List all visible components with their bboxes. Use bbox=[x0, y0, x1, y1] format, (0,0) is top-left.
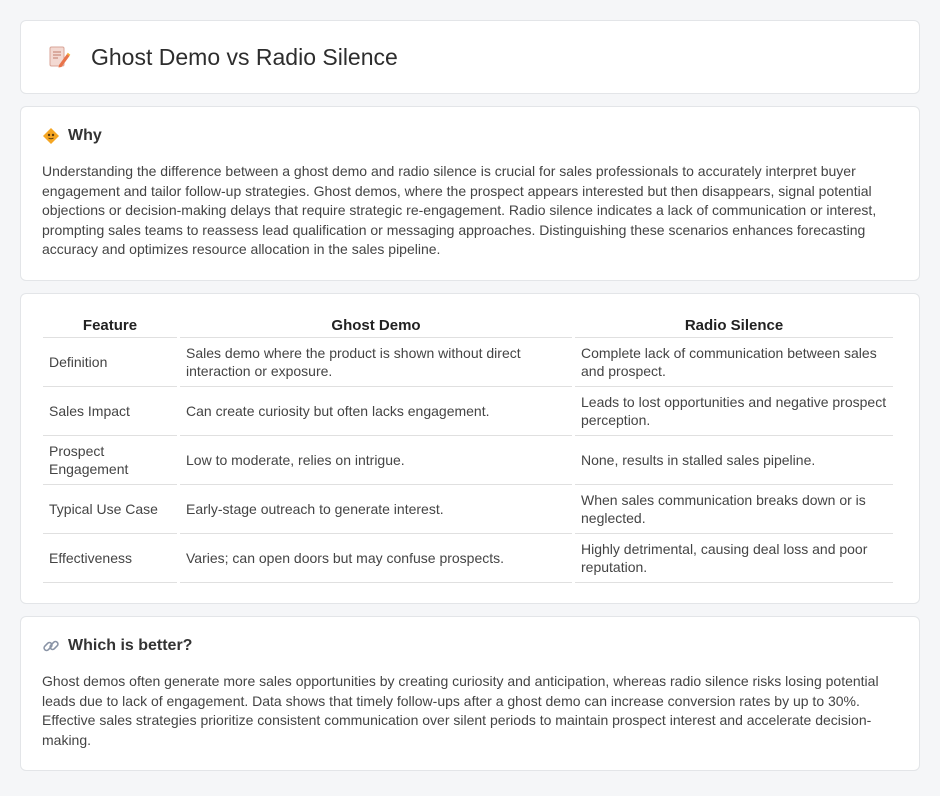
why-text: Understanding the difference between a ghost demo and radio silence is crucial for sales professionals to accurately interpret buyer engagement and tailor follow-up strategies. Ghost demos, where the prospect appears interested but then disappears, signal potential objections or decision-making delays that require strategic re-engagement. Radio silence indicates a lack of communication or interest, prompting sales teams to reassess lead qualification or messaging approaches. Distinguishing these scenarios enhances forecasting accuracy and optimizes resource allocation in the sales pipeline. bbox=[42, 163, 877, 258]
why-title: Why bbox=[68, 127, 102, 144]
row-feature: Prospect Engagement bbox=[43, 436, 177, 485]
row-radio-silence: Highly detrimental, causing deal loss and poor reputation. bbox=[575, 534, 893, 583]
table-header-row bbox=[43, 312, 893, 338]
row-ghost-demo: Low to moderate, relies on intrigue. bbox=[180, 436, 572, 485]
table-row bbox=[43, 338, 893, 387]
row-feature: Effectiveness bbox=[43, 534, 177, 583]
row-feature: Sales Impact bbox=[43, 387, 177, 436]
which-better-title: Which is better? bbox=[68, 636, 193, 654]
row-feature: Definition bbox=[43, 338, 177, 387]
header-feature: Feature bbox=[43, 312, 177, 338]
comparison-table-card bbox=[20, 293, 920, 604]
which-better-section bbox=[20, 616, 920, 771]
which-better-heading bbox=[42, 637, 899, 655]
comparison-table bbox=[40, 312, 896, 583]
row-radio-silence: Leads to lost opportunities and negative prospect perception. bbox=[575, 387, 893, 436]
document-pencil-icon bbox=[47, 45, 71, 69]
row-ghost-demo: Early-stage outreach to generate interest. bbox=[180, 485, 572, 534]
row-ghost-demo: Sales demo where the product is shown without direct interaction or exposure. bbox=[180, 338, 572, 387]
row-radio-silence: Complete lack of communication between sales and prospect. bbox=[575, 338, 893, 387]
row-radio-silence: None, results in stalled sales pipeline. bbox=[575, 436, 893, 485]
header-card bbox=[20, 20, 920, 94]
diamond-warning-icon bbox=[42, 127, 60, 145]
why-heading bbox=[42, 127, 899, 145]
table-row bbox=[43, 387, 893, 436]
table-row bbox=[43, 485, 893, 534]
table-row bbox=[43, 534, 893, 583]
page-title: Ghost Demo vs Radio Silence bbox=[91, 43, 398, 70]
row-feature: Typical Use Case bbox=[43, 485, 177, 534]
which-better-text: Ghost demos often generate more sales opportunities by creating curiosity and anticipation, whereas radio silence risks losing potential leads due to lack of engagement. Data shows that timely follow-ups after a ghost demo can increase conversion rates by up to 30%. Effective sales strategies prioritize consistent communication over silent periods to maintain prospect interest and accelerate decision-making. bbox=[42, 672, 879, 748]
link-icon bbox=[42, 637, 60, 655]
row-radio-silence: When sales communication breaks down or is neglected. bbox=[575, 485, 893, 534]
table-row bbox=[43, 436, 893, 485]
why-section bbox=[20, 106, 920, 281]
row-ghost-demo: Can create curiosity but often lacks engagement. bbox=[180, 387, 572, 436]
row-ghost-demo: Varies; can open doors but may confuse prospects. bbox=[180, 534, 572, 583]
header-ghost-demo: Ghost Demo bbox=[180, 312, 572, 338]
header-radio-silence: Radio Silence bbox=[575, 312, 893, 338]
